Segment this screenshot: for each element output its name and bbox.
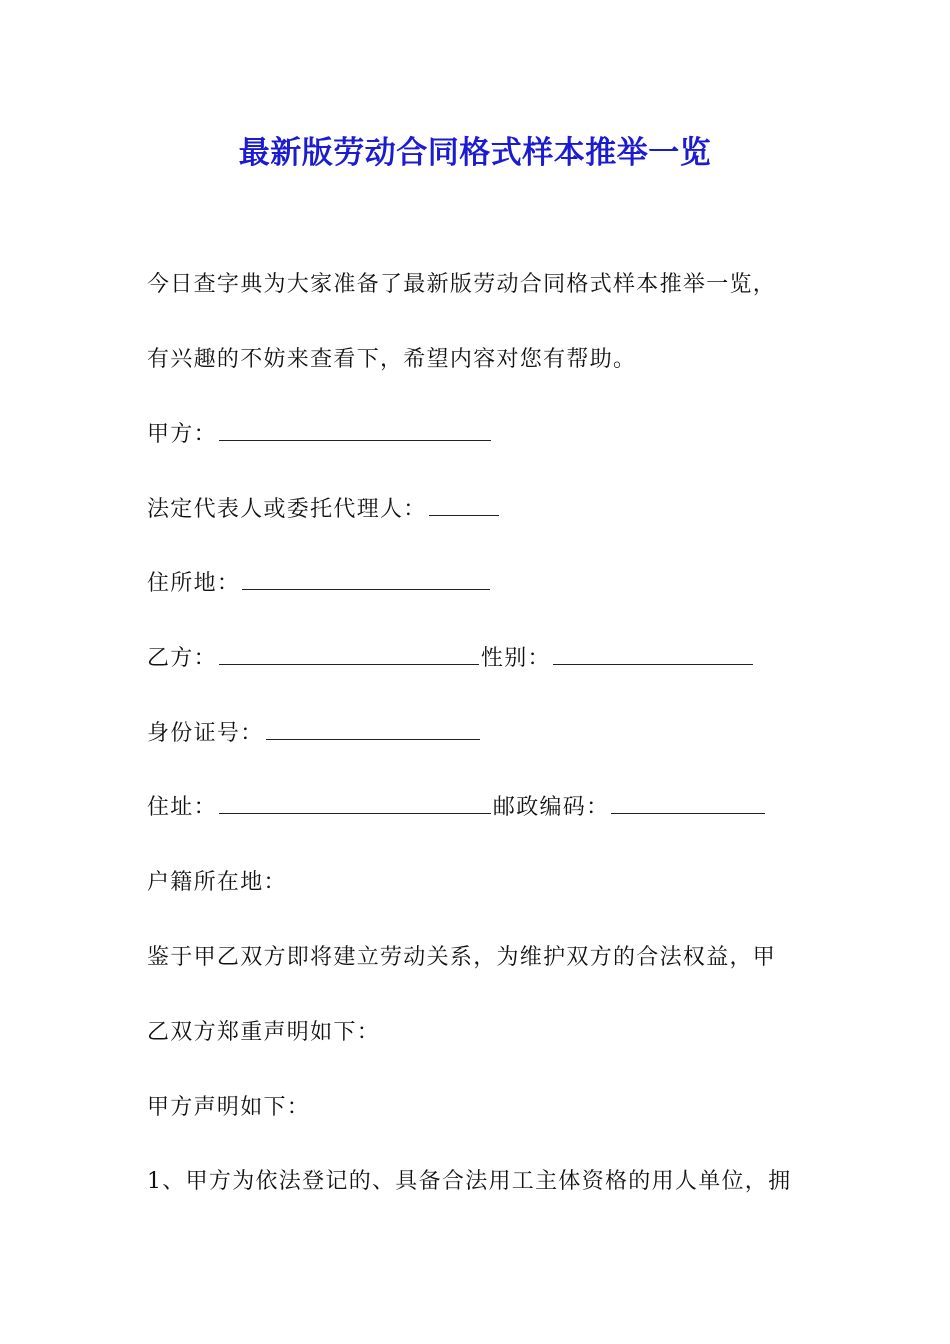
legal-rep-label: 法定代表人或委托代理人： [147, 497, 427, 522]
preamble-line-2: 乙双方郑重声明如下： [147, 1020, 381, 1045]
party-b-row [147, 644, 755, 674]
gender-label: 性别： [480, 646, 551, 671]
residence-blank[interactable] [242, 569, 490, 590]
address-label: 住址： [147, 795, 217, 820]
residence-row [147, 569, 492, 599]
party-a-blank[interactable] [219, 420, 491, 441]
id-number-blank[interactable] [266, 719, 480, 740]
household-label: 户籍所在地： [147, 870, 287, 895]
party-a-row [147, 420, 493, 450]
id-number-row [147, 719, 482, 749]
preamble-line-1: 鉴于甲乙双方即将建立劳动关系，为维护双方的合法权益，甲 [147, 945, 777, 970]
intro-line-2: 有兴趣的不妨来查看下，希望内容对您有帮助。 [147, 347, 637, 372]
party-b-blank[interactable] [219, 644, 479, 665]
household-registration-row [147, 868, 287, 898]
party-a-label: 甲方： [147, 422, 217, 447]
address-row [147, 793, 767, 823]
postcode-blank[interactable] [611, 793, 765, 814]
clause-1-line-1: 1、甲方为依法登记的、具备合法用工主体资格的用人单位，拥 [147, 1169, 792, 1194]
document-title: 最新版劳动合同格式样本推举一览 [238, 135, 712, 171]
id-number-label: 身份证号： [147, 721, 264, 746]
legal-rep-blank[interactable] [429, 495, 499, 516]
legal-rep-row [147, 495, 501, 525]
residence-label: 住所地： [147, 571, 241, 596]
gender-blank[interactable] [553, 644, 753, 665]
postcode-label: 邮政编码： [492, 795, 610, 820]
party-a-statement-heading: 甲方声明如下： [147, 1095, 311, 1120]
intro-line-1: 今日查字典为大家准备了最新版劳动合同格式样本推举一览， [147, 272, 777, 297]
party-b-label: 乙方： [147, 646, 217, 671]
address-blank[interactable] [219, 793, 491, 814]
